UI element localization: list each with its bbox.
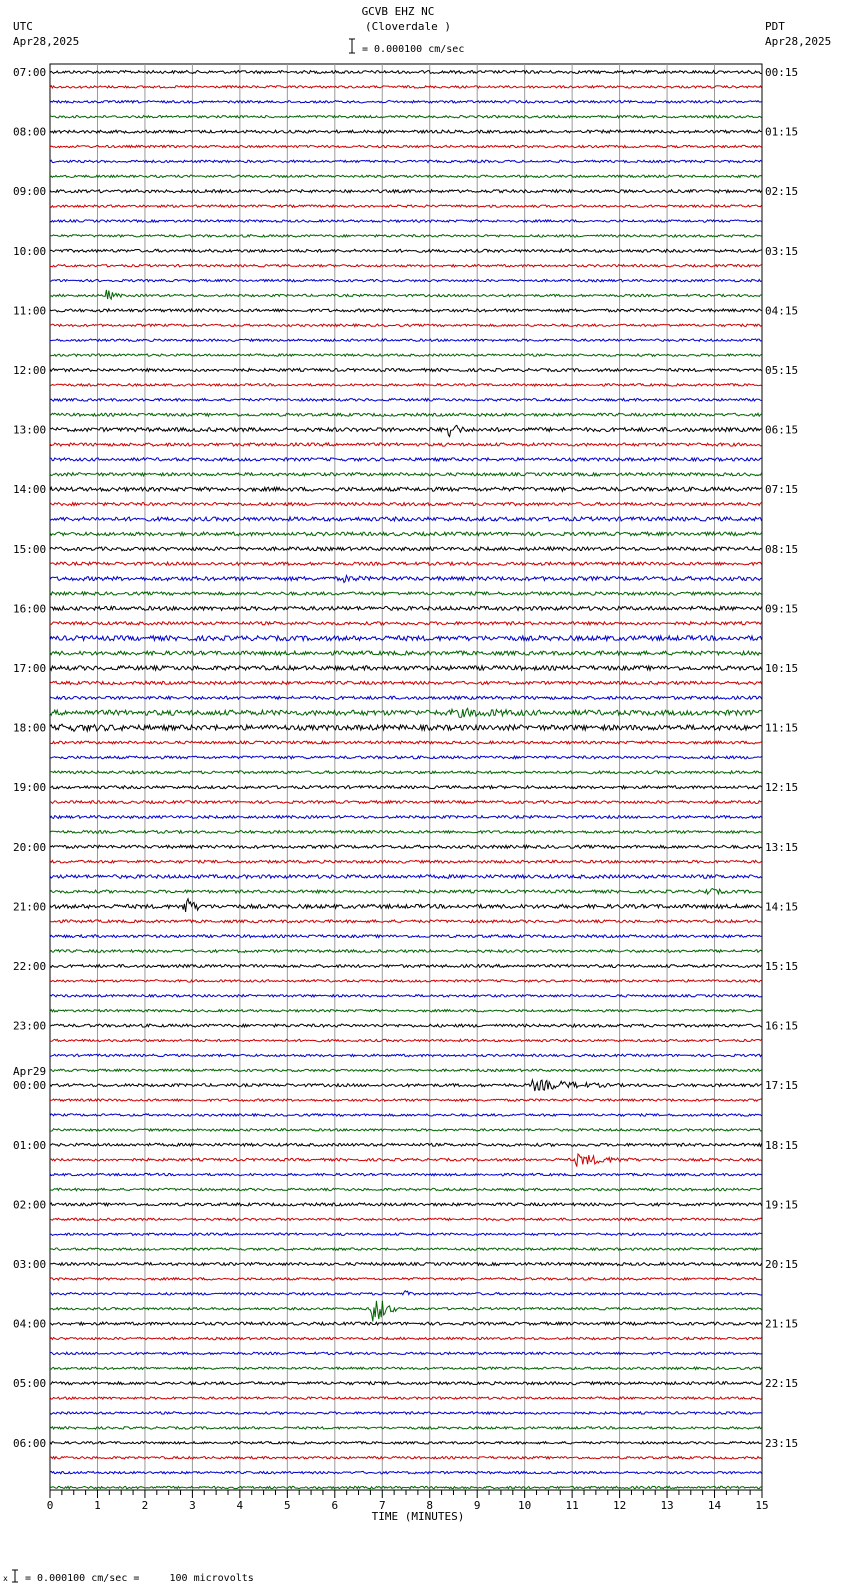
grid-lines (97, 64, 714, 1490)
x-tick-label: 9 (473, 1499, 481, 1512)
x-tick-label: 0 (46, 1499, 54, 1512)
left-hour-label: 17:00 (13, 662, 47, 675)
traces-group (50, 71, 762, 1489)
trace-35 (50, 592, 762, 595)
trace-57 (50, 920, 762, 923)
trace-88 (50, 1382, 762, 1385)
right-hour-label: 01:15 (765, 125, 799, 139)
trace-40 (50, 666, 762, 670)
trace-10 (50, 220, 762, 222)
trace-76 (50, 1203, 762, 1206)
trace-4 (50, 130, 762, 133)
trace-11 (50, 235, 762, 237)
trace-95 (50, 1486, 762, 1488)
trace-62 (50, 995, 762, 997)
trace-80 (50, 1263, 762, 1266)
date-change-label: Apr29 (13, 1065, 47, 1079)
trace-42 (50, 696, 762, 699)
trace-41 (50, 681, 762, 684)
right-hour-label: 05:15 (765, 364, 799, 377)
x-tick-label: 4 (236, 1499, 244, 1512)
left-hour-label: 23:00 (13, 1019, 47, 1033)
trace-54 (50, 875, 762, 879)
trace-64 (50, 1024, 762, 1027)
trace-89 (50, 1397, 762, 1399)
trace-94 (50, 1471, 762, 1473)
right-hour-label: 08:15 (765, 542, 799, 556)
trace-8 (50, 190, 762, 193)
trace-3 (50, 116, 762, 118)
trace-31 (50, 532, 762, 536)
trace-24 (50, 425, 762, 436)
trace-20 (50, 369, 762, 372)
trace-12 (50, 249, 762, 252)
trace-29 (50, 503, 762, 506)
x-tick-label: 12 (612, 1499, 627, 1512)
right-hour-label: 02:15 (765, 185, 799, 199)
trace-44 (50, 724, 762, 731)
x-tick-label: 1 (94, 1499, 101, 1512)
trace-25 (50, 443, 762, 446)
trace-79 (50, 1248, 762, 1250)
left-hour-label: 12:00 (13, 364, 47, 377)
left-hour-label: 13:00 (13, 423, 47, 437)
trace-28 (50, 487, 762, 491)
x-tick-label: 2 (141, 1499, 149, 1512)
x-tick-label: 11 (565, 1499, 579, 1512)
x-tick-label: 14 (707, 1499, 722, 1512)
trace-2 (50, 101, 762, 103)
left-hour-label: 22:00 (13, 960, 47, 973)
right-hour-labels (765, 66, 798, 1450)
right-hour-label: 15:15 (765, 960, 799, 973)
right-hour-label: 19:15 (765, 1198, 799, 1212)
right-hour-label: 17:15 (765, 1079, 799, 1093)
left-hour-label: 05:00 (13, 1377, 47, 1391)
footer-text: = 0.000100 cm/sec = 100 microvolts (25, 1573, 254, 1584)
left-hour-label: 06:00 (13, 1436, 47, 1450)
right-hour-label: 04:15 (765, 304, 799, 318)
trace-34 (50, 575, 762, 582)
x-tick-label: 10 (518, 1499, 532, 1512)
trace-37 (50, 622, 762, 625)
left-hour-label: 09:00 (13, 185, 47, 199)
trace-69 (50, 1099, 762, 1101)
trace-5 (50, 145, 762, 147)
trace-66 (50, 1054, 762, 1056)
trace-56 (50, 899, 762, 912)
trace-65 (50, 1039, 762, 1041)
right-hour-label: 00:15 (765, 66, 799, 79)
trace-33 (50, 562, 762, 565)
left-hour-label: 14:00 (13, 483, 47, 497)
left-hour-label: 19:00 (13, 781, 47, 795)
trace-73 (50, 1154, 762, 1167)
right-hour-label: 13:15 (765, 840, 799, 854)
trace-85 (50, 1337, 762, 1339)
left-date-label: Apr28,2025 (13, 35, 80, 48)
left-hour-label: 03:00 (13, 1258, 47, 1271)
x-tick-label: 5 (284, 1499, 291, 1512)
trace-38 (50, 636, 762, 641)
footer-scale-bar-icon (12, 1570, 18, 1582)
chart-subtitle: (Cloverdale ) (364, 20, 452, 33)
trace-22 (50, 399, 762, 402)
trace-21 (50, 384, 762, 386)
trace-9 (50, 205, 762, 207)
trace-6 (50, 160, 762, 162)
right-hour-label: 06:15 (765, 423, 799, 437)
left-hour-label: 02:00 (13, 1198, 47, 1212)
left-hour-label: 00:00 (13, 1079, 47, 1093)
x-tick-label: 13 (660, 1499, 674, 1512)
x-tick-label: 3 (189, 1499, 196, 1512)
trace-77 (50, 1218, 762, 1220)
trace-68 (50, 1080, 762, 1091)
right-hour-label: 14:15 (765, 900, 799, 914)
trace-13 (50, 265, 762, 267)
trace-91 (50, 1427, 762, 1429)
trace-23 (50, 413, 762, 416)
scale-bar-icon (349, 39, 355, 53)
trace-55 (50, 889, 762, 895)
trace-45 (50, 741, 762, 744)
left-timezone-label: UTC (13, 20, 33, 33)
left-hour-label: 10:00 (13, 244, 47, 258)
right-hour-label: 07:15 (765, 483, 799, 497)
scale-text: = 0.000100 cm/sec (362, 44, 465, 55)
trace-1 (50, 86, 762, 88)
trace-71 (50, 1129, 762, 1131)
trace-58 (50, 935, 762, 938)
trace-26 (50, 458, 762, 461)
trace-78 (50, 1233, 762, 1235)
right-hour-label: 20:15 (765, 1258, 799, 1271)
x-tick-label: 8 (426, 1499, 434, 1512)
trace-46 (50, 756, 762, 759)
trace-70 (50, 1114, 762, 1116)
trace-90 (50, 1412, 762, 1414)
trace-49 (50, 801, 762, 804)
footer-marker: x (3, 1574, 8, 1583)
trace-48 (50, 786, 762, 789)
chart-title: GCVB EHZ NC (361, 5, 435, 18)
x-axis-title: TIME (MINUTES) (371, 1510, 465, 1523)
trace-39 (50, 651, 762, 655)
trace-86 (50, 1352, 762, 1354)
x-tick-label: 6 (331, 1499, 339, 1512)
trace-53 (50, 860, 762, 863)
right-hour-label: 21:15 (765, 1317, 799, 1331)
trace-43 (50, 708, 762, 717)
right-hour-label: 23:15 (765, 1436, 799, 1450)
right-hour-label: 10:15 (765, 662, 799, 675)
trace-16 (50, 309, 762, 312)
trace-17 (50, 324, 762, 326)
trace-15 (50, 290, 762, 299)
left-hour-label: 18:00 (13, 721, 47, 735)
trace-47 (50, 771, 762, 774)
right-hour-label: 09:15 (765, 602, 799, 616)
right-hour-label: 18:15 (765, 1138, 799, 1152)
trace-63 (50, 1010, 762, 1012)
left-hour-label: 08:00 (13, 125, 47, 139)
left-hour-label: 21:00 (13, 900, 47, 914)
trace-81 (50, 1278, 762, 1280)
plot-frame (50, 64, 762, 1490)
trace-32 (50, 547, 762, 551)
x-tick-label: 15 (755, 1499, 769, 1512)
trace-18 (50, 339, 762, 341)
trace-82 (50, 1291, 762, 1295)
trace-0 (50, 71, 762, 74)
left-hour-label: 11:00 (13, 304, 47, 318)
left-hour-label: 15:00 (13, 542, 47, 556)
trace-60 (50, 965, 762, 968)
trace-72 (50, 1143, 762, 1146)
trace-61 (50, 980, 762, 982)
right-hour-label: 11:15 (765, 721, 799, 735)
right-hour-label: 12:15 (765, 781, 799, 795)
trace-7 (50, 175, 762, 177)
trace-92 (50, 1442, 762, 1444)
x-axis (47, 1490, 769, 1512)
left-hour-labels (13, 66, 46, 1450)
trace-59 (50, 950, 762, 953)
trace-93 (50, 1457, 762, 1459)
trace-51 (50, 831, 762, 834)
right-hour-label: 16:15 (765, 1019, 799, 1033)
trace-14 (50, 279, 762, 281)
left-hour-label: 20:00 (13, 840, 47, 854)
left-hour-label: 01:00 (13, 1138, 47, 1152)
trace-50 (50, 816, 762, 819)
left-hour-label: 16:00 (13, 602, 47, 616)
trace-87 (50, 1367, 762, 1369)
trace-83 (50, 1301, 762, 1322)
trace-19 (50, 354, 762, 356)
right-hour-label: 22:15 (765, 1377, 799, 1391)
x-tick-label: 7 (378, 1499, 386, 1512)
trace-52 (50, 845, 762, 848)
right-hour-label: 03:15 (765, 244, 799, 258)
trace-36 (50, 606, 762, 610)
right-date-label: Apr28,2025 (765, 35, 832, 48)
trace-27 (50, 473, 762, 476)
left-hour-label: 04:00 (13, 1317, 47, 1331)
trace-84 (50, 1322, 762, 1325)
right-timezone-label: PDT (765, 20, 785, 33)
trace-75 (50, 1188, 762, 1190)
trace-30 (50, 517, 762, 521)
trace-74 (50, 1173, 762, 1175)
left-hour-label: 07:00 (13, 66, 47, 79)
trace-67 (50, 1069, 762, 1071)
